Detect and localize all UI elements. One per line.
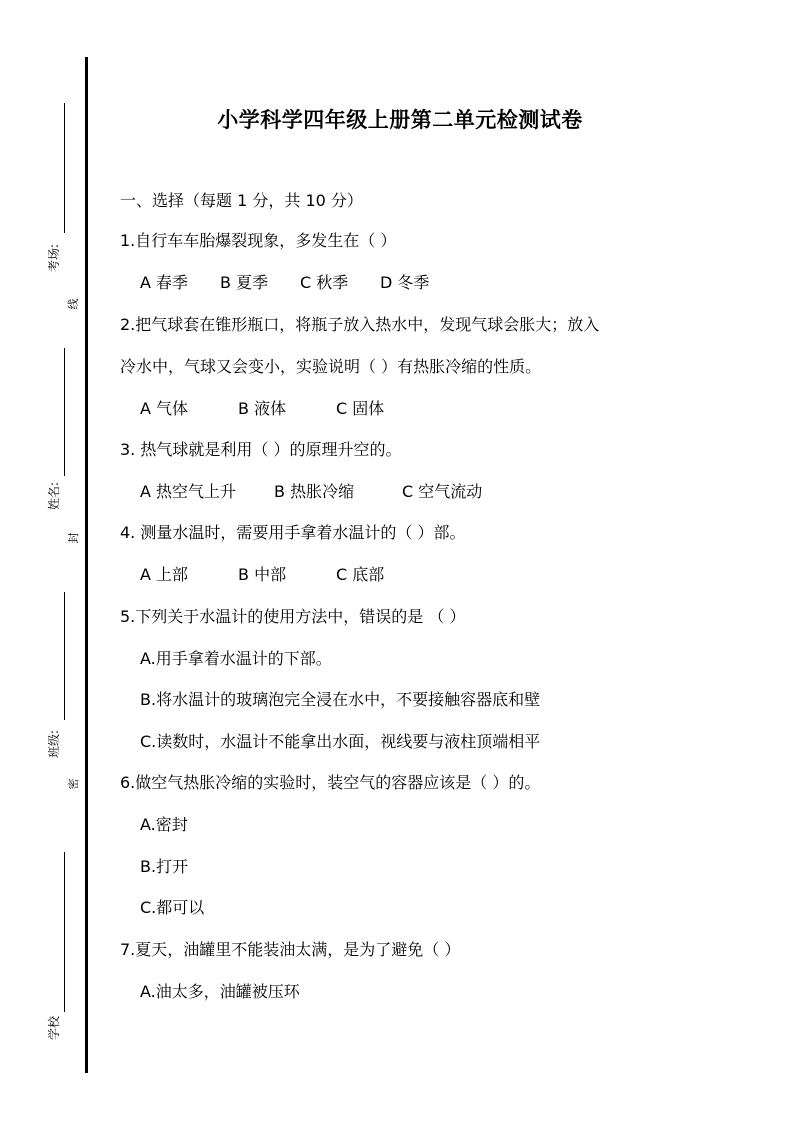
q2-option-c: C 固体 [336,399,385,418]
dense-mark: 密 [67,778,80,790]
q4-option-a: A 上部 [140,565,189,584]
question-5: 5.下列关于水温计的使用方法中，错误的是 （ ） [120,607,466,626]
school-label: 学校 [47,1016,61,1041]
q4-option-c: C 底部 [336,565,385,584]
name-underline [64,348,65,476]
question-7: 7.夏天，油罐里不能装油太满，是为了避免（ ） [120,940,461,959]
binding-margin [0,0,94,1123]
question-4: 4. 测量水温时，需要用手拿着水温计的（ ）部。 [120,523,466,542]
q3-option-b: B 热胀冷缩 [274,482,355,501]
q1-option-a: A 春季 [140,273,189,292]
question-3: 3. 热气球就是利用（ ）的原理升空的。 [120,440,402,459]
line-mark: 线 [67,298,80,310]
name-label: 姓名: [47,481,61,511]
school-underline [64,852,65,1012]
q6-option-a: A.密封 [140,815,188,834]
section-heading: 一、选择（每题 1 分，共 10 分） [120,191,363,210]
q5-option-a: A.用手拿着水温计的下部。 [140,649,332,668]
q5-option-b: B.将水温计的玻璃泡完全浸在水中，不要接触容器底和壁 [140,690,541,709]
q3-options [140,481,482,503]
q3-option-a: A 热空气上升 [140,482,237,501]
seal-mark: 封 [67,532,80,544]
page-title: 小学科学四年级上册第二单元检测试卷 [217,108,583,132]
q1-options [140,272,429,294]
q3-option-c: C 空气流动 [402,482,483,501]
q7-option-a: A.油太多，油罐被压环 [140,982,300,1001]
q2-options [140,398,384,420]
exam-room-underline [64,103,65,233]
class-underline [64,592,65,720]
question-2-line-2: 冷水中，气球又会变小，实验说明（ ）有热胀冷缩的性质。 [120,357,542,376]
q6-option-c: C.都可以 [140,898,205,917]
question-2-line-1: 2.把气球套在锥形瓶口，将瓶子放入热水中，发现气球会胀大；放入 [120,315,600,334]
q1-option-b: B 夏季 [220,273,269,292]
class-label: 班级: [47,729,61,759]
q1-option-d: D 冬季 [380,273,430,292]
q2-option-a: A 气体 [140,399,189,418]
question-1: 1.自行车车胎爆裂现象，多发生在（ ） [120,231,397,250]
question-6: 6.做空气热胀冷缩的实验时，装空气的容器应该是（ ）的。 [120,773,541,792]
q6-option-b: B.打开 [140,857,189,876]
exam-room-label: 考场: [47,243,61,273]
binding-line [85,57,88,1073]
q4-option-b: B 中部 [238,565,287,584]
q4-options [140,564,384,586]
q5-option-c: C.读数时，水温计不能拿出水面，视线要与液柱顶端相平 [140,732,541,751]
q2-option-b: B 液体 [238,399,287,418]
q1-option-c: C 秋季 [300,273,349,292]
